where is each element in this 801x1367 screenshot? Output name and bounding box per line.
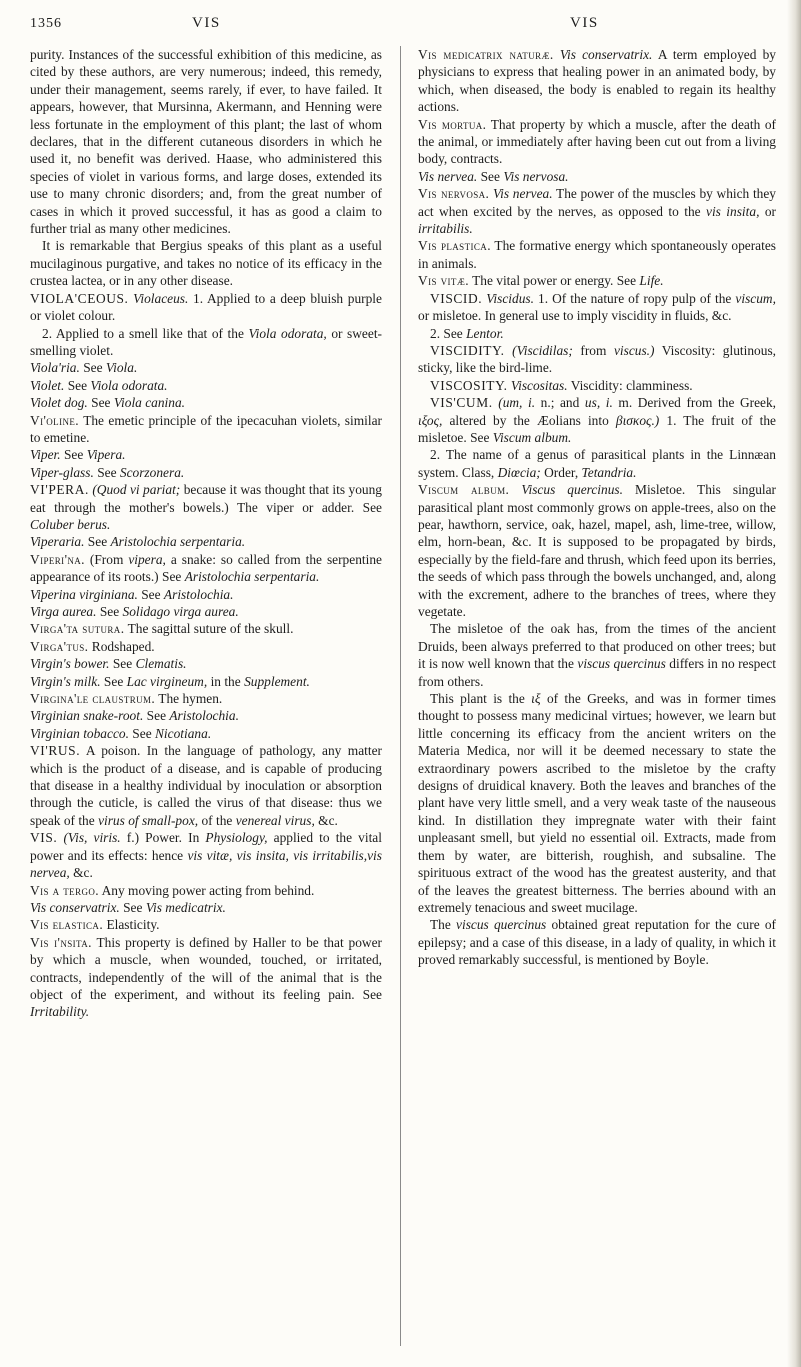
definition: of the Greeks, and was in former times thought to possess many medicinal virtues; however, we learn but little concerning its efficacy from the ancient writers on the Materia Medica, nor will it be deemed necessary to state the extraordinary powers ascribed to the misletoe by the crafty designs of druidical knavery. Both the leaves and branches of the plant have very little smell, and a very weak taste of the nauseous kind. In distillation they impregnate water with their faint unpleasant smell, but yield no essential oil. Extracts, made from them by water, are bitterish, roughish, and subsaline. The spirituous extract of the wood has the greatest austerity, and that of the leaves the greatest bitterness. The berries abound with an extremely tenacious and sweet mucilage. <box>418 691 776 915</box>
definition: &c. <box>318 812 338 828</box>
entry-virus <box>30 742 382 829</box>
definition: Misletoe. This singular parasitical plant most commonly grows on apple-trees, also on the pear, hawthorn, service, oak, hazel, mapel, ash, lime-tree, willow, elm, horn-bean, &c. It is supposed to be propagated by birds, especially by the field-fare and thrush, which feed upon its berries, the seeds of which pass through the bowels unchanged, and, along with the excrement, adhere to the branches of trees, where they vegetate. <box>418 482 777 619</box>
headword: Viper. <box>30 447 61 463</box>
cross-ref: Viola odorata, <box>248 325 327 341</box>
cross-ref: Aristolochia. <box>163 586 234 602</box>
left-column <box>30 46 382 1021</box>
entry-violet-dog <box>30 394 382 411</box>
see-label: See <box>123 899 143 915</box>
entry-vis <box>30 829 382 881</box>
definition: differs in no respect from others. <box>418 656 776 689</box>
definition: f.) Power. In <box>126 830 200 846</box>
entry-viscid <box>418 290 776 325</box>
cross-ref: Clematis. <box>135 656 187 672</box>
entry-viscum-sense2 <box>418 446 776 481</box>
cross-ref: Nicotiana. <box>155 725 212 741</box>
cross-ref: Vis conservatrix. <box>559 47 653 62</box>
definition: of the <box>201 812 233 828</box>
definition: applied to the vital power and its effects: hence <box>30 830 382 863</box>
see-label: See <box>87 534 108 550</box>
entry-vis-nervosa <box>418 185 776 237</box>
definition: That property by which a muscle, after the death of the animal, or immediately after having been cut out from a living body, contracts. <box>418 116 776 167</box>
definition: Any moving power acting from behind. <box>101 882 315 898</box>
paragraph <box>418 620 776 690</box>
latin-term: (Viscidilas; <box>512 342 573 358</box>
headword: Virga'tus. <box>30 638 89 654</box>
cross-ref: Solidago virga aurea. <box>122 604 239 619</box>
see-label: See <box>67 377 88 393</box>
definition: in the <box>210 673 241 689</box>
entry-violine <box>30 412 382 447</box>
cross-ref: Vipera. <box>86 447 126 463</box>
cross-ref: vis vitæ, vis insita, vis irritabilis,vis nervea, <box>30 847 382 881</box>
headword: Viper-glass. <box>30 464 94 480</box>
definition: Viscosity: glutinous, sticky, like the bird-lime. <box>418 342 776 376</box>
see-label: See <box>141 586 161 602</box>
cross-ref: virus of small-pox, <box>98 812 199 828</box>
headword: Vis conservatrix. <box>30 899 120 915</box>
entry-viperina <box>30 551 382 586</box>
entry-viscid-sense2 <box>418 325 776 342</box>
grammar: i. <box>528 395 536 411</box>
headword: Violet dog. <box>30 395 88 411</box>
definition: The vital power or energy. See <box>472 273 637 289</box>
headword: Vis nervosa. <box>418 186 490 202</box>
entry-virginale-claustrum <box>30 690 382 707</box>
latin-term: viscus.) <box>613 342 655 358</box>
entry-vis-vitae <box>418 272 776 289</box>
entry-viscosity <box>418 377 776 394</box>
definition: altered by the Æolians into <box>449 412 609 428</box>
headword: VISCID. <box>430 290 483 306</box>
cross-ref: viscus quercinus <box>456 917 547 933</box>
definition: 2. See <box>430 325 463 341</box>
entry-vis-medicatrix <box>418 46 776 116</box>
latin-term: vipera, <box>128 551 166 567</box>
grammar: n.; and <box>540 395 580 411</box>
entry-vis-elastica <box>30 916 382 933</box>
paragraph <box>418 690 776 916</box>
entry-virgatus <box>30 638 382 655</box>
headword: VISCIDITY. <box>430 342 505 358</box>
headword: Virga'ta sutura. <box>30 621 125 637</box>
grammar: m. <box>618 395 633 411</box>
entry-virga-aurea <box>30 603 382 620</box>
definition: Order, <box>544 464 579 480</box>
definition: Rodshaped. <box>91 638 155 654</box>
running-head-right: VIS <box>570 15 599 31</box>
headword: Vis mortua. <box>418 116 487 132</box>
cross-ref: Diœcia; <box>497 464 541 480</box>
page-header <box>0 12 801 40</box>
cross-ref: Coluber berus. <box>30 516 111 532</box>
definition: The formative energy which spontaneously operates in animals. <box>418 238 776 271</box>
definition: Derived from the Greek, <box>637 395 777 411</box>
see-label: See <box>91 395 111 411</box>
headword: Viscum album. <box>418 482 510 498</box>
headword: Viola'ria. <box>30 360 80 376</box>
entry-viscidity <box>418 342 776 377</box>
entry-vis-conservatrix <box>30 899 382 916</box>
definition: The misletoe of the oak has, from the times of the ancient Druids, been always preferred to that produced on other trees; but it is now well known that the <box>418 621 776 672</box>
see-label: See <box>103 673 124 689</box>
cross-ref: vis insita, <box>706 203 760 219</box>
entry-vis-mortua <box>418 116 776 168</box>
cross-ref: Supplement. <box>244 673 310 689</box>
definition: The <box>430 917 451 933</box>
definition: 1. The fruit of the misletoe. See <box>418 412 776 445</box>
definition: The emetic principle of the ipecacuhan violets, similar to emetine. <box>30 412 382 445</box>
definition: because it was thought that its young eat through the mother's bowels.) The viper or adder. See <box>30 482 382 515</box>
cross-ref: Aristolochia serpentaria. <box>184 569 320 585</box>
page-edge-shadow <box>787 0 801 1367</box>
headword: Vis nervea. <box>418 168 478 184</box>
cross-ref: Vis medicatrix. <box>145 899 226 915</box>
cross-ref: Lac virgineum, <box>126 673 208 689</box>
definition: obtained great reputation for the cure of epilepsy; and a case of this disease, in a lady of quality, in which it proved remarkably successful, is mentioned by Boyle. <box>418 917 776 968</box>
entry-viscum <box>418 394 776 446</box>
definition: Elasticity. <box>106 917 160 933</box>
grammar: us, <box>584 395 601 411</box>
headword: Virgin's bower. <box>30 656 110 672</box>
entry-virginian-tobacco <box>30 725 382 742</box>
entry-virginian-snake-root <box>30 707 382 724</box>
definition: or sweet-smelling violet. <box>30 325 382 358</box>
headword: Violet. <box>30 377 65 393</box>
entry-viperina-virginiana <box>30 586 382 603</box>
headword: Virginian snake-root. <box>30 708 144 724</box>
entry-virgata-sutura <box>30 620 382 637</box>
page-number: 1356 <box>30 16 62 31</box>
cross-ref: venereal virus, <box>235 812 315 828</box>
entry-vis-nervea <box>418 168 776 185</box>
headword: Vis medicatrix naturæ. <box>418 47 554 62</box>
cross-ref: Scorzonera. <box>119 464 185 480</box>
entry-viper <box>30 446 382 463</box>
greek-term: βισκος.) <box>615 412 660 428</box>
entry-vipera <box>30 481 382 533</box>
see-label: See <box>83 360 103 376</box>
headword: VISCOSITY. <box>430 377 508 393</box>
latin-term: Viscidus. <box>486 290 534 306</box>
see-label: See <box>480 168 500 184</box>
headword: Vis i'nsita. <box>30 934 92 950</box>
see-label: See <box>99 604 120 619</box>
definition: Viscidity: clamminess. <box>570 377 693 393</box>
definition: 1. Of the nature of ropy pulp of the <box>538 290 732 306</box>
definition: The sagittal suture of the skull. <box>127 621 294 637</box>
definition: This plant is the <box>430 691 525 707</box>
paragraph <box>418 916 776 968</box>
cross-ref: Aristolochia serpentaria. <box>110 534 246 550</box>
cross-ref: Viscum album. <box>492 429 572 445</box>
cross-ref: Physiology, <box>205 830 268 846</box>
entry-violaceous <box>30 290 382 325</box>
headword: Vi'oline. <box>30 412 80 428</box>
definition: A poison. In the language of pathology, any matter which is the product of a disease, and is capable of producing that disease in a healthy individual by inoculation or absorption through the cuticle, is called the virus of that disease: thus we speak of the <box>30 743 383 828</box>
entry-violaceous-sense2 <box>30 325 382 360</box>
cross-ref: viscus quercinus <box>577 656 666 672</box>
headword: Vis vitæ. <box>418 273 469 289</box>
definition: This property is defined by Haller to be that power by which a muscle, when wounded, touched, or irritated, contracts, independently of the will of the animal that is the object of the experiment, and without its feeling pain. See <box>30 934 382 1002</box>
cross-ref: Life. <box>639 273 664 289</box>
definition: 1. Applied to a deep bluish purple or violet colour. <box>30 290 382 324</box>
column-rule <box>400 46 401 1346</box>
headword: Viperina virginiana. <box>30 586 138 602</box>
definition: (From <box>89 551 124 567</box>
entry-virgins-bower <box>30 655 382 672</box>
definition: A term employed by physicians to express that healing power in an animated body, by which, when diseased, the body is enabled to regain its healthy actions. <box>418 47 776 115</box>
headword: VIOLA'CEOUS. <box>30 290 129 306</box>
definition: &c. <box>73 865 93 881</box>
cross-ref: viscum, <box>735 290 776 306</box>
headword: Virgin's milk. <box>30 673 101 689</box>
cross-ref: Viscus quercinus. <box>521 482 623 498</box>
latin-term: Viscositas. <box>510 377 568 393</box>
headword: Viperaria. <box>30 534 85 550</box>
entry-viper-glass <box>30 464 382 481</box>
headword: VI'PERA. <box>30 482 89 498</box>
paragraph: purity. Instances of the successful exhibition of this medicine, as cited by these authors, are very numerous; indeed, this remedy, under their management, seems rarely, if ever, to have failed. It appears, however, that Mursinna, Akermann, and Henning were less fortunate in the employment of this plant; the last of whom declares, that in the different cutaneous disorders in which he used it, no benefit was derived. Haase, who administered this species of violet in various forms, and large doses, extended its use to many chronic disorders; and, from the great number of cases in which it proved successful, it has as good a claim to further trial as many other medicines. <box>30 47 382 237</box>
definition: from <box>580 342 607 358</box>
entry-viscum-album <box>418 481 776 620</box>
greek-term: ιξ <box>531 691 541 707</box>
latin-term: (Vis, viris. <box>63 830 121 846</box>
headword: VI'RUS. <box>30 743 81 759</box>
entry-violet <box>30 377 382 394</box>
latin-term: Violaceus. <box>133 290 189 306</box>
entry-virgins-milk <box>30 673 382 690</box>
cross-ref: Vis nervea. <box>493 186 553 202</box>
cross-ref: Viola odorata. <box>90 377 168 393</box>
entry-viperaria <box>30 533 382 550</box>
headword: VIS. <box>30 830 58 846</box>
cross-ref: Viola canina. <box>113 395 186 411</box>
cross-ref: Vis nervosa. <box>503 168 569 184</box>
latin-term: (Quod vi pariat; <box>92 482 181 498</box>
cross-ref: irritabilis. <box>418 221 473 237</box>
entry-violaria <box>30 359 382 376</box>
entry-vis-a-tergo <box>30 882 382 899</box>
entry-vis-plastica <box>418 237 776 272</box>
see-label: See <box>146 708 167 724</box>
headword: Vis elastica. <box>30 917 104 933</box>
see-label: See <box>63 447 84 463</box>
grammar: (um, <box>498 395 523 411</box>
headword: Virgina'le claustrum. <box>30 691 156 707</box>
definition: The hymen. <box>158 691 223 707</box>
see-label: See <box>112 656 133 672</box>
greek-term: ιξος, <box>418 412 443 428</box>
cross-ref: Lentor. <box>466 325 504 341</box>
cross-ref: Tetandria. <box>581 464 637 480</box>
definition: or misletoe. In general use to imply viscidity in fluids, &c. <box>418 308 732 324</box>
cross-ref: Viola. <box>105 360 138 376</box>
definition: 2. Applied to a smell like that of the <box>42 325 244 341</box>
paragraph: It is remarkable that Bergius speaks of this plant as a useful mucilaginous purgative, and takes no notice of its efficacy in the crustea lactea, or in any other disease. <box>30 238 382 289</box>
headword: Virga aurea. <box>30 604 97 619</box>
see-label: See <box>132 725 152 741</box>
headword: Viperi'na. <box>30 551 85 567</box>
definition: a snake: so called from the serpentine appearance of its roots.) See <box>30 551 382 585</box>
see-label: See <box>97 464 117 480</box>
cross-ref: Irritability. <box>30 1004 90 1020</box>
cross-ref: Aristolochia. <box>169 708 239 724</box>
definition: The power of the muscles by which they act when excited by the nerves, as opposed to the <box>418 186 776 219</box>
grammar: i. <box>605 395 613 411</box>
running-head-left: VIS <box>192 15 221 31</box>
definition: 2. The name of a genus of parasitical plants in the Linnæan system. Class, <box>418 447 776 480</box>
entry-vis-insita <box>30 934 382 1021</box>
right-column <box>418 46 776 969</box>
headword: Vis a tergo. <box>30 882 100 898</box>
headword: Vis plastica. <box>418 238 491 254</box>
headword: Virginian tobacco. <box>30 725 129 741</box>
headword: VIS'CUM. <box>430 395 493 411</box>
definition: or <box>764 203 776 219</box>
